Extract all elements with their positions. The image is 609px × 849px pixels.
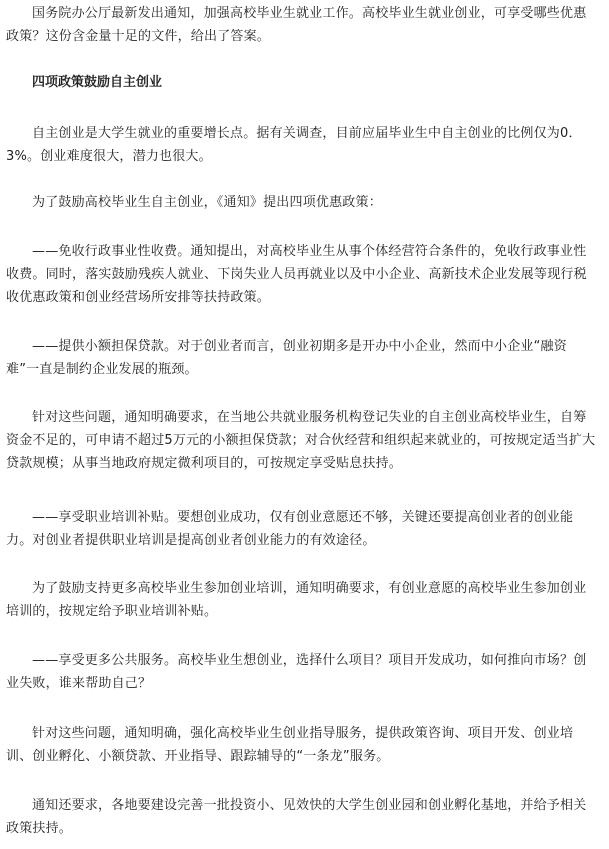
- paragraph-8: ——享受更多公共服务。高校毕业生想创业，选择什么项目？项目开发成功，如何推向市场？创业失败，谁来帮助自己？: [6, 653, 587, 691]
- section-heading: 四项政策鼓励自主创业: [32, 75, 163, 90]
- paragraph-9: 针对这些问题，通知明确，强化高校毕业生创业指导服务，提供政策咨询、项目开发、创业培训、创业孵化、小额贷款、开业指导、跟踪辅导的“一条龙”服务。: [6, 726, 574, 764]
- paragraph-3: ——免收行政事业性收费。通知提出，对高校毕业生从事个体经营符合条件的，免收行政事业性收费。同时，落实鼓励残疾人就业、下岗失业人员再就业以及中小企业、高新技术企业发展等现行税收优惠政策和创业经营场所安排等扶持政策。: [6, 244, 587, 305]
- paragraph-1: 自主创业是大学生就业的重要增长点。据有关调查，目前应届毕业生中自主创业的比例仅为0．3%。创业难度很大，潜力也很大。: [6, 126, 582, 164]
- paragraph-5: 针对这些问题，通知明确要求，在当地公共就业服务机构登记失业的自主创业高校毕业生，自筹资金不足的，可申请不超过5万元的小额担保贷款；对合伙经营和组织起来就业的，可按规定适当扩大贷款规模；从事当地政府规定微利项目的，可按规定享受贴息扶持。: [6, 410, 596, 471]
- paragraph-7: 为了鼓励支持更多高校毕业生参加创业培训，通知明确要求，有创业意愿的高校毕业生参加创业培训的，按规定给予职业培训补贴。: [6, 581, 587, 619]
- paragraph-10: 通知还要求，各地要建设完善一批投资小、见效快的大学生创业园和创业孵化基地，并给予相关政策扶持。: [6, 798, 587, 836]
- paragraph-4: ——提供小额担保贷款。对于创业者而言，创业初期多是开办中小企业，然而中小企业“融资难”一直是制约企业发展的瓶颈。: [6, 339, 567, 377]
- intro-paragraph: 国务院办公厅最新发出通知，加强高校毕业生就业工作。高校毕业生就业创业，可享受哪些优惠政策？这份含金量十足的文件，给出了答案。: [6, 6, 587, 44]
- paragraph-2: 为了鼓励高校毕业生自主创业，《通知》提出四项优惠政策：: [32, 195, 382, 210]
- paragraph-6: ——享受职业培训补贴。要想创业成功，仅有创业意愿还不够，关键还要提高创业者的创业能力。对创业者提供职业培训是提高创业者创业能力的有效途径。: [6, 510, 574, 548]
